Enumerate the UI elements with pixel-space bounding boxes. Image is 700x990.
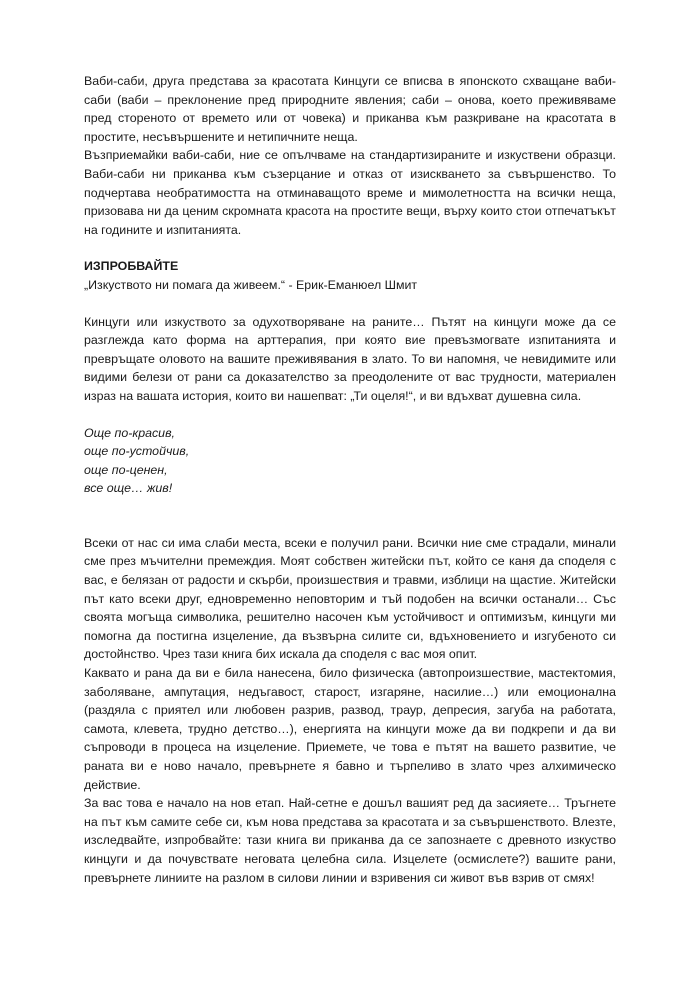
paragraph-personal-path: Всеки от нас си има слаби места, всеки е получил рани. Всички ние сме страдали, минали сме през мъчителни премеждия. Моят собствен житейски път, който се каня да споделя с вас, е белязан от радости и скърби, произшествия и травми, изблици на щастие. Житейски път като всеки друг, едновременно неповторим и тъй подобен на всички останали… Със своята могъща символика, решително насочен към устойчивост и оптимизъм, кинцуги ми помогна да постигна изцеление, да възвърна силите си, вдъхновението и изгубеното си достойнство. Чрез тази книга бих искала да споделя с вас моя опит. (84, 535, 616, 662)
poem-line: още по-ценен, (84, 462, 168, 477)
paragraph-wabi-sabi-embrace: Възприемайки ваби-саби, ние се опълчваме на стандартизираните и изкуствени образци. Ваби-саби ни приканва към съзерцание и отказ от изискването за съвършенство. То подчертава необратимостта на отминаващото време и мимолетността на всички неща, призовава ни да ценим скромната красота на простите вещи, върху които стои отпечатъкът на годините и изпитанията. (84, 148, 616, 237)
paragraph-kintsugi-art: Кинцуги или изкуството за одухотворяване на раните… Пътят на кинцуги може да се разглежда като форма на арттерапия, при която вие превъзмогвате изпитанията и превръщате оловото на вашите преживявания в злато. То ви напомня, че невидимите или видими белези от рани са доказателство за преодолените от вас трудности, материален израз на вашата история, които ви нашепват: „Ти оцеля!“, и ви вдъхват душевна сила. (84, 314, 616, 403)
epigraph-quote: „Изкуството ни помага да живеем.“ - Ерик-Еманюел Шмит (84, 277, 418, 292)
paragraph-new-stage: За вас това е начало на нов етап. Най-сетне е дошъл вашият ред да засияете… Тръгнете на път към самите себе си, към нова представа за красотата и за съвършенството. Влезте, изследвайте, изпробвайте: тази книга ви приканва да се запознаете с древното изкуство кинцуги и да почувствате неговата целебна сила. Изцелете (осмислете?) вашите рани, превърнете линиите на разлом в силови линии и взривения си живот във взрив от смях! (84, 796, 616, 885)
poem (84, 424, 616, 498)
poem-line: Още по-красив, (84, 425, 175, 440)
paragraph-wounds: Каквато и рана да ви е била нанесена, било физическа (автопроизшествие, мастектомия, заболяване, ампутация, недъгавост, старост, изгаряне, насилие…) или емоционална (раздяла с приятел или любовен разрив, развод, траур, депресия, загуба на работата, самота, клевета, трудно детство…), енергията на кинцуги може да ви подкрепи и да ви съпроводи в процеса на изцеление. Приемете, че това е пътят на вашето развитие, че раната ви е ново начало, превърнете я бавно и търпеливо в злато чрез алхимическо действие. (84, 666, 616, 792)
poem-line: все още… жив! (84, 481, 173, 496)
poem-line: още по-устойчив, (84, 444, 190, 459)
section-heading: ИЗПРОБВАЙТЕ (84, 259, 179, 274)
paragraph-wabi-sabi: Ваби-саби, друга представа за красотата Кинцуги се вписва в японското схващане ваби-саби (ваби – преклонение пред природните явления; саби – онова, което преживяваме пред стореното от времето или от човека) и приканва към разкриване на красотата в простите, несъвършените и нетипичните неща. (84, 74, 616, 144)
document-page (84, 72, 616, 887)
